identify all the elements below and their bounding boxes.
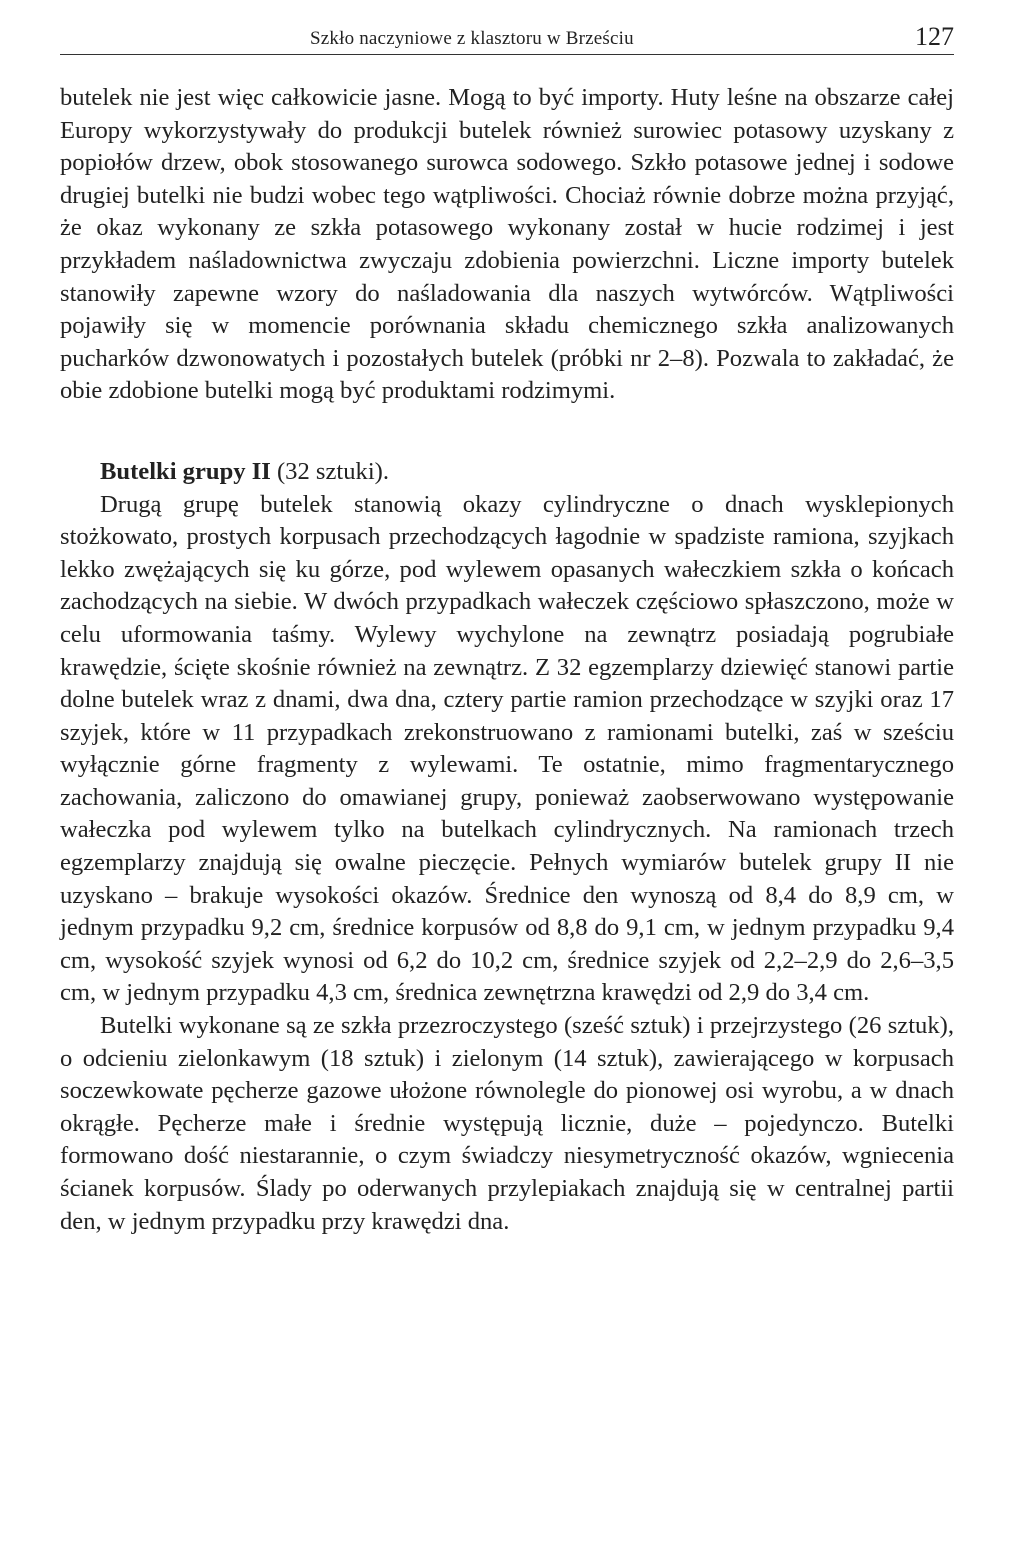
- body-text: [60, 82, 954, 1238]
- section-heading-title: Butelki grupy II: [100, 457, 271, 485]
- section-heading: [60, 456, 954, 489]
- paragraph-continued: butelek nie jest więc całkowicie jasne. Mogą to być importy. Huty leśne na obszarze całej Europy wykorzystywały do produkcji butelek również surowiec potasowy uzyskany z popiołów drzew, obok stosowanego surowca sodowego. Szkło potasowe jednej i sodowe drugiej butelki nie budzi wobec tego wątpliwości. Chociaż równie dobrze można przyjąć, że okaz wykonany ze szkła potasowego wykonany został w hucie rodzimej i jest przykładem naśladownictwa zwyczaju zdobienia powierzchni. Liczne importy butelek stanowiły zapewne wzory do naśladowania dla naszych wytwórców. Wątpliwości pojawiły się w momencie porównania składu chemicznego szkła analizowanych pucharków dzwonowatych i pozostałych butelek (próbki nr 2–8). Pozwala to zakładać, że obie zdobione butelki mogą być produktami rodzimymi.: [60, 84, 954, 405]
- paragraph-group-description: Drugą grupę butelek stanowią okazy cylindryczne o dnach wysklepionych stożkowato, prostych korpusach przechodzących łagodnie w spadziste ramiona, szyjkach lekko zwężających się ku górze, pod wylewem opasanych wałeczkiem szkła o końcach zachodzących na siebie. W dwóch przypadkach wałeczek częściowo spłaszczono, może w celu uformowania taśmy. Wylewy wychylone na zewnątrz posiadają pogrubiałe krawędzie, ścięte skośnie również na zewnątrz. Z 32 egzemplarzy dziewięć stanowi partie dolne butelek wraz z dnami, dwa dna, cztery partie ramion przechodzące w szyjki oraz 17 szyjek, które w 11 przypadkach zrekonstruowano z ramionami butelki, zaś w sześciu wyłącznie górne fragmenty z wylewami. Te ostatnie, mimo fragmentarycznego zachowania, zaliczono do omawianej grupy, ponieważ zaobserwowano występowanie wałeczka pod wylewem tylko na butelkach cylindrycznych. Na ramionach trzech egzemplarzy znajdują się owalne pieczęcie. Pełnych wymiarów butelek grupy II nie uzyskano – brakuje wysokości okazów. Średnice den wynoszą od 8,4 do 8,9 cm, w jednym przypadku 9,2 cm, średnice korpusów od 8,8 do 9,1 cm, w jednym przypadku 9,4 cm, wysokość szyjek wynosi od 6,2 do 10,2 cm, średnice szyjek od 2,2–2,9 do 2,6–3,5 cm, w jednym przypadku 4,3 cm, średnica zewnętrzna krawędzi od 2,9 do 3,4 cm.: [60, 490, 954, 1007]
- page-number: 127: [915, 22, 954, 51]
- paragraph-glass-description: Butelki wykonane są ze szkła przezroczystego (sześć sztuk) i przejrzystego (26 sztuk), o odcieniu zielonkawym (18 sztuk) i zielonym (14 sztuk), zawierającego w korpusach soczewkowate pęcherze gazowe ułożone równolegle do pionowej osi wyrobu, a w dnach okrągłe. Pęcherze małe i średnie występują licznie, duże – pojedynczo. Butelki formowano dość niestarannie, o czym świadczy niesymetryczność okazów, wgniecenia ścianek korpusów. Ślady po oderwanych przylepiakach znajdują się w centralnej partii den, w jednym przypadku przy krawędzi dna.: [60, 1012, 954, 1235]
- document-page: [60, 0, 954, 1566]
- section-heading-count: (32 sztuki).: [270, 457, 390, 485]
- running-title: Szkło naczyniowe z klasztoru w Brześciu: [310, 28, 634, 49]
- running-header: [60, 20, 954, 55]
